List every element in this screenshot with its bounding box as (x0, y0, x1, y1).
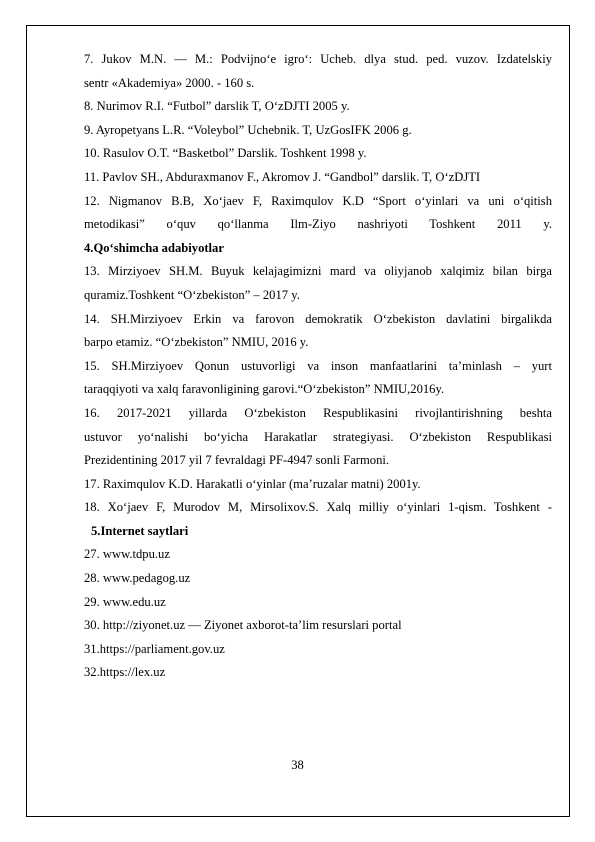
internet-link-item: 30. http://ziyonet.uz — Ziyonet axborot-ta’lim resurslari portal (84, 618, 402, 633)
additional-item: taraqqiyoti va xalq faravonligining garovi.“O‘zbekiston” NMIU,2016y. (84, 382, 445, 397)
reference-item: sentr «Akademiya» 2000. - 160 s. (84, 75, 255, 90)
additional-item: 15. SH.Mirziyoev Qonun ustuvorligi va inson manfaatlarini ta’minlash – yurt (84, 358, 552, 373)
page-number: 38 (291, 758, 304, 772)
additional-item: 18. Xo‘jaev F, Murodov M, Mirsolixov.S. Xalq milliy o‘yinlari 1-qism. Toshkent - (84, 500, 552, 515)
additional-item: 17. Raximqulov K.D. Harakatli o‘yinlar (ma’ruzalar matni) 2001y. (84, 476, 421, 491)
section-heading-additional: 4.Qo‘shimcha adabiyotlar (84, 240, 224, 255)
additional-item: ustuvor yo‘nalishi bo‘yicha Harakatlar strategiyasi. O‘zbekiston Respublikasi (84, 429, 552, 444)
reference-item: 9. Ayropetyans L.R. “Voleybol” Uchebnik. T, UzGosIFK 2006 g. (84, 122, 412, 137)
internet-link-item: 28. www.pedagog.uz (84, 571, 191, 586)
reference-item: metodikasi” o‘quv qo‘llanma Ilm-Ziyo nashriyoti Toshkent 2011 y. (84, 217, 552, 232)
additional-item: barpo etamiz. “O‘zbekiston” NMIU, 2016 y. (84, 335, 309, 350)
internet-link-item: 31.https://parliament.gov.uz (84, 641, 225, 656)
internet-link-item: 32.https://lex.uz (84, 665, 166, 680)
additional-item: 16. 2017-2021 yillarda O‘zbekiston Respublikasini rivojlantirishning beshta (84, 405, 552, 420)
section-heading-internet: 5.Internet saytlari (91, 523, 189, 538)
additional-item: 14. SH.Mirziyoev Erkin va farovon demokratik O‘zbekiston davlatini birgalikda (84, 311, 552, 326)
internet-link-item: 27. www.tdpu.uz (84, 547, 170, 562)
reference-item: 12. Nigmanov B.B, Xo‘jaev F, Raximqulov K.D “Sport o‘yinlari va uni o‘qitish (84, 193, 552, 208)
reference-item: 7. Jukov M.N. — M.: Podvijno‘e igro‘: Ucheb. dlya stud. ped. vuzov. Izdatelskiy (84, 52, 552, 66)
reference-item: 8. Nurimov R.I. “Futbol” darslik T, O‘zDJTI 2005 y. (84, 99, 350, 114)
additional-item: Prezidentining 2017 yil 7 fevraldagi PF-4947 sonli Farmoni. (84, 453, 390, 468)
reference-item: 10. Rasulov O.T. “Basketbol” Darslik. Toshkent 1998 y. (84, 146, 367, 161)
page-content (84, 48, 552, 685)
reference-item: 11. Pavlov SH., Abduraxmanov F., Akromov J. “Gandbol” darslik. T, O‘zDJTI (84, 169, 481, 184)
additional-item: quramiz.Toshkent “O‘zbekiston” – 2017 y. (84, 287, 300, 302)
internet-link-item: 29. www.edu.uz (84, 594, 166, 609)
additional-item: 13. Mirziyoev SH.M. Buyuk kelajagimizni mard va oliyjanob xalqimiz bilan birga (84, 264, 552, 279)
